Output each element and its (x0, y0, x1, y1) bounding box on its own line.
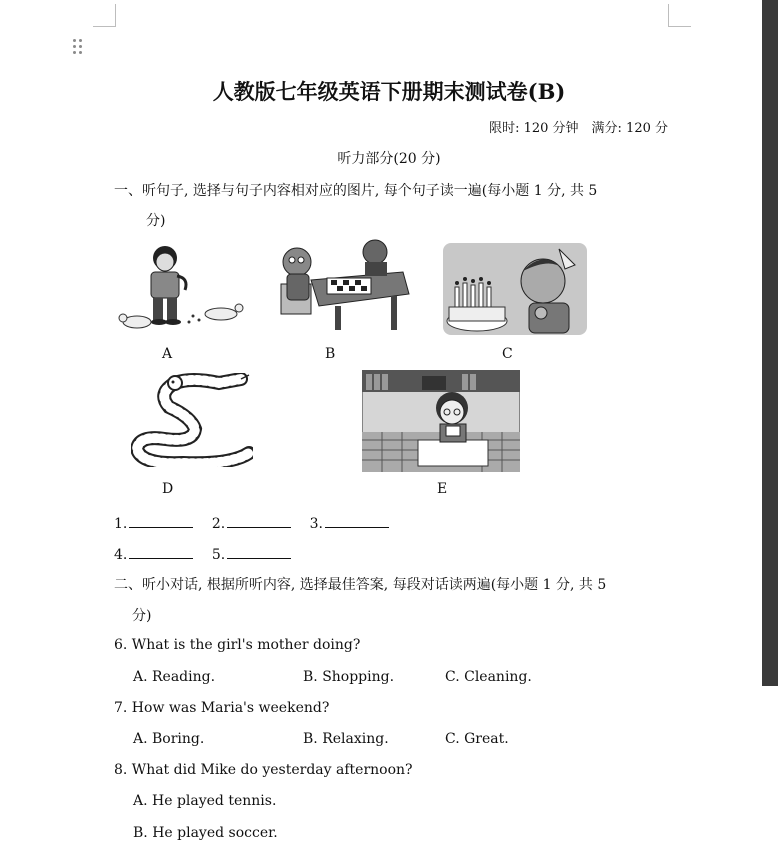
page-corner-mark-left (93, 4, 116, 27)
picture-d-snake (131, 373, 253, 467)
blank-1-label: 1. (114, 516, 128, 532)
blank-5-label: 5. (211, 547, 226, 563)
picture-a-boy-feeding-chickens (113, 242, 251, 334)
page-title: 人教版七年级英语下册期末测试卷(B) (212, 79, 566, 104)
q6-option-a: A. Reading. (133, 669, 216, 685)
part2-instruction: 二、听小对话, 根据所听内容, 选择最佳答案, 每段对话读两遍(每小题 1 分, 共 5 (114, 577, 607, 593)
blank-3-input[interactable] (325, 513, 389, 528)
question-8: 8. What did Mike do yesterday afternoon? (114, 762, 413, 778)
part2-instruction-cont: 分) (132, 608, 152, 624)
q7-option-c: C. Great. (445, 731, 509, 747)
q6-option-c: C. Cleaning. (445, 669, 532, 685)
page-corner-mark-right (668, 4, 691, 27)
part1-instruction: 一、听句子, 选择与句子内容相对应的图片, 每个句子读一遍(每小题 1 分, 共 5 (114, 183, 598, 199)
section-heading: 听力部分(20 分) (337, 151, 441, 167)
q6-option-b: B. Shopping. (303, 669, 395, 685)
picture-e-label: E (437, 481, 448, 497)
blank-3-label: 3. (309, 516, 323, 532)
blank-4-label: 4. (114, 547, 128, 563)
q8-option-a: A. He played tennis. (133, 793, 277, 809)
picture-e-reading-in-room (362, 370, 520, 472)
time-score-info: 限时: 120 分钟 满分: 120 分 (489, 121, 668, 136)
answer-blanks-row1 (114, 513, 389, 532)
picture-d-label: D (162, 481, 174, 497)
blank-1-input[interactable] (129, 513, 193, 528)
picture-c-label: C (502, 346, 513, 362)
picture-c-birthday-cake (443, 243, 587, 335)
part1-instruction-cont: 分) (146, 213, 166, 229)
picture-a-label: A (162, 346, 173, 362)
drag-handle-icon[interactable] (73, 39, 85, 55)
blank-2-label: 2. (211, 516, 226, 532)
question-7: 7. How was Maria's weekend? (114, 700, 330, 716)
answer-blanks-row2 (114, 544, 291, 563)
blank-2-input[interactable] (227, 513, 291, 528)
q7-option-b: B. Relaxing. (303, 731, 389, 747)
blank-5-input[interactable] (227, 544, 291, 559)
q8-option-b: B. He played soccer. (133, 825, 278, 841)
picture-b-playing-chess (275, 236, 413, 334)
blank-4-input[interactable] (129, 544, 193, 559)
picture-b-label: B (325, 346, 336, 362)
question-6: 6. What is the girl's mother doing? (114, 637, 361, 653)
q7-option-a: A. Boring. (133, 731, 205, 747)
